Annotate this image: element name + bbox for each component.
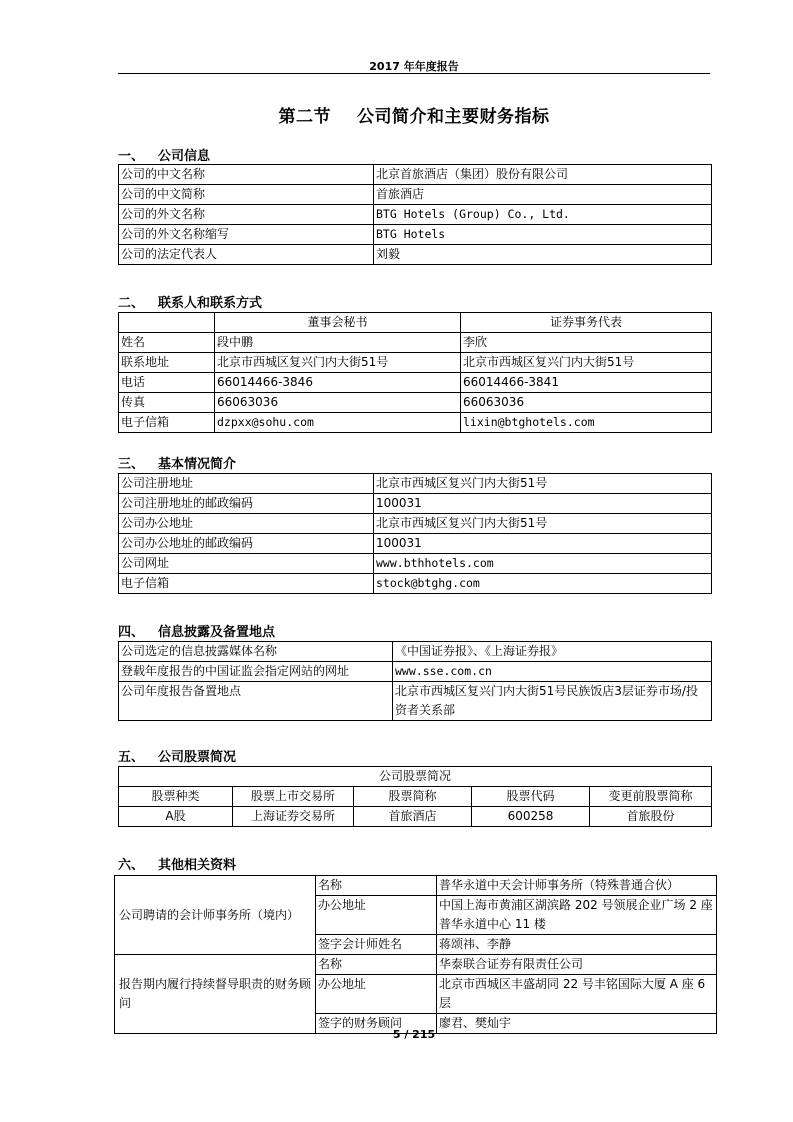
row-value: 100031: [374, 494, 712, 514]
other-info-table: [114, 875, 717, 1034]
table-row: [119, 642, 712, 662]
section5-heading: [118, 746, 236, 765]
contact-table: [118, 312, 712, 433]
row-label: 电子信箱: [119, 574, 374, 594]
rep-value: 66014466-3841: [461, 373, 712, 393]
table-row: [115, 955, 717, 975]
rep-value: 李欣: [461, 333, 712, 353]
table-row: [119, 373, 712, 393]
section-number: 一、: [118, 149, 145, 164]
section6-heading: [118, 854, 236, 873]
table-header-row: [119, 313, 712, 333]
table-row: [119, 554, 712, 574]
table-row: [119, 413, 712, 433]
row-label: 公司的中文简称: [119, 185, 374, 205]
field-value: 普华永道中天会计师事务所（特殊普通合伙）: [437, 876, 717, 896]
field-value: 廖君、樊灿宇: [437, 1014, 717, 1034]
table-title: 公司股票简况: [119, 767, 712, 787]
row-label: 公司年度报告备置地点: [119, 682, 393, 721]
section-title: 联系人和联系方式: [158, 296, 263, 311]
row-value: 《中国证券报》、《上海证券报》: [393, 642, 712, 662]
stock-exchange: 上海证券交易所: [233, 807, 354, 827]
section-number: 五、: [118, 750, 145, 765]
section3-heading: [118, 453, 236, 472]
column-header: 股票简称: [354, 787, 472, 807]
column-header: 变更前股票简称: [590, 787, 712, 807]
stock-table: [118, 766, 712, 827]
table-row: [119, 165, 712, 185]
row-value: 北京首旅酒店（集团）股份有限公司: [374, 165, 712, 185]
row-label: 公司选定的信息披露媒体名称: [119, 642, 393, 662]
table-row: [119, 534, 712, 554]
section-title: 其他相关资料: [158, 858, 237, 873]
table-row: [119, 225, 712, 245]
table-row: [119, 245, 712, 265]
field-value: 蒋颂祎、李静: [437, 935, 717, 955]
row-value: 刘毅: [374, 245, 712, 265]
stock-type: A股: [119, 807, 233, 827]
row-label: 公司办公地址: [119, 514, 374, 534]
table-header-row: [119, 787, 712, 807]
previous-short-name: 首旅股份: [590, 807, 712, 827]
section-title: 基本情况简介: [158, 457, 237, 472]
group-label: 公司聘请的会计师事务所（境内）: [115, 876, 316, 955]
row-label: 公司办公地址的邮政编码: [119, 534, 374, 554]
table-row: [119, 662, 712, 682]
row-label: 电话: [119, 373, 215, 393]
row-label: 登载年度报告的中国证监会指定网站的网址: [119, 662, 393, 682]
rep-value: 北京市西城区复兴门内大街51号: [461, 353, 712, 373]
row-value: BTG Hotels (Group) Co., Ltd.: [374, 205, 712, 225]
table-row: [119, 807, 712, 827]
running-header: 2017 年年度报告: [369, 60, 459, 73]
rep-email: lixin@btghotels.com: [461, 413, 712, 433]
column-header: 股票种类: [119, 787, 233, 807]
page-title: [118, 102, 710, 127]
row-label: 公司注册地址: [119, 474, 374, 494]
table-row: [119, 514, 712, 534]
row-label: 联系地址: [119, 353, 215, 373]
secretary-value: 66063036: [215, 393, 461, 413]
section-number: 三、: [118, 457, 145, 472]
row-value: 北京市西城区复兴门内大街51号: [374, 514, 712, 534]
column-header: 董事会秘书: [215, 313, 461, 333]
field-value: 中国上海市黄浦区湖滨路 202 号领展企业广场 2 座普华永道中心 11 楼: [437, 896, 717, 935]
group-label: 报告期内履行持续督导职责的财务顾问: [115, 955, 316, 1034]
row-value: 100031: [374, 534, 712, 554]
field-key: 办公地址: [316, 975, 437, 1014]
secretary-email: dzpxx@sohu.com: [215, 413, 461, 433]
section2-heading: [118, 292, 262, 311]
row-value: 北京市西城区复兴门内大街51号: [374, 474, 712, 494]
table-row: [119, 353, 712, 373]
row-value: 首旅酒店: [374, 185, 712, 205]
table-row: [119, 333, 712, 353]
table-row: [119, 205, 712, 225]
table-row: [115, 876, 717, 896]
field-key: 办公地址: [316, 896, 437, 935]
stock-code: 600258: [472, 807, 590, 827]
table-row: [119, 574, 712, 594]
header-rule: [118, 73, 710, 74]
secretary-value: 段中鹏: [215, 333, 461, 353]
column-header: 证券事务代表: [461, 313, 712, 333]
table-row: [119, 494, 712, 514]
table-title-row: [119, 767, 712, 787]
stock-short-name: 首旅酒店: [354, 807, 472, 827]
table-row: [119, 474, 712, 494]
row-value: www.sse.com.cn: [393, 662, 712, 682]
field-key: 签字会计师姓名: [316, 935, 437, 955]
column-header: 股票代码: [472, 787, 590, 807]
row-label: 公司注册地址的邮政编码: [119, 494, 374, 514]
section-number: 四、: [118, 625, 145, 640]
basic-info-table: [118, 473, 712, 594]
row-label: 电子信箱: [119, 413, 215, 433]
table-row: [119, 393, 712, 413]
row-value: 北京市西城区复兴门内大街51号民族饭店3层证券市场/投资者关系部: [393, 682, 712, 721]
secretary-value: 北京市西城区复兴门内大街51号: [215, 353, 461, 373]
column-header: 股票上市交易所: [233, 787, 354, 807]
company-info-table: [118, 164, 712, 265]
row-label: 姓名: [119, 333, 215, 353]
field-value: 北京市西城区丰盛胡同 22 号丰铭国际大厦 A 座 6 层: [437, 975, 717, 1014]
row-label: 传真: [119, 393, 215, 413]
row-label: 公司网址: [119, 554, 374, 574]
page-title-part1: 第二节: [278, 107, 331, 127]
section-title: 公司信息: [158, 149, 211, 164]
rep-value: 66063036: [461, 393, 712, 413]
field-key: 名称: [316, 955, 437, 975]
field-key: 名称: [316, 876, 437, 896]
row-label: 公司的外文名称: [119, 205, 374, 225]
website-value: www.bthhotels.com: [374, 554, 712, 574]
section4-heading: [118, 621, 275, 640]
table-row: [119, 682, 712, 721]
section-title: 信息披露及备置地点: [158, 625, 276, 640]
row-label: 公司的中文名称: [119, 165, 374, 185]
row-label: 公司的法定代表人: [119, 245, 374, 265]
section-number: 二、: [118, 296, 145, 311]
page-title-part2: 公司简介和主要财务指标: [357, 107, 550, 127]
field-key: 签字的财务顾问: [316, 1014, 437, 1034]
section-number: 六、: [118, 858, 145, 873]
disclosure-table: [118, 641, 712, 721]
page-number: 5 / 215: [392, 1028, 436, 1041]
row-value: BTG Hotels: [374, 225, 712, 245]
table-row: [119, 185, 712, 205]
section1-heading: [118, 145, 210, 164]
secretary-value: 66014466-3846: [215, 373, 461, 393]
row-label: 公司的外文名称缩写: [119, 225, 374, 245]
email-value: stock@btghg.com: [374, 574, 712, 594]
field-value: 华泰联合证券有限责任公司: [437, 955, 717, 975]
section-title: 公司股票简况: [158, 750, 237, 765]
